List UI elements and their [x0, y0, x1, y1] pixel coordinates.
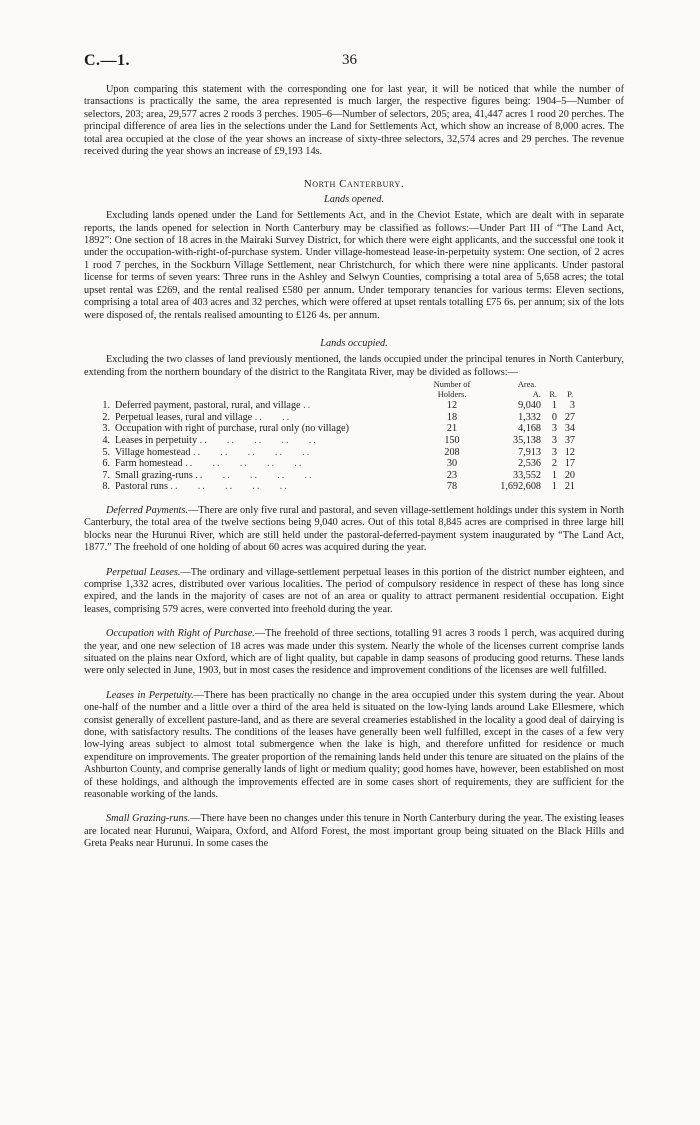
- tenure-label-text: Farm homestead: [115, 458, 183, 470]
- holders-count: 12: [446, 400, 458, 412]
- leader-dots: ..: [303, 400, 313, 412]
- leader-dots: .. .. .. .. ..: [195, 469, 314, 481]
- paragraph-text: —The ordinary and village-settlement perpetual leases in this portion of the district number eighteen, and comprise 1,332 acres, distributed over various localities. The period of compulsory residence in respect of these has long since expired, and the lands in the majority of cases are not of an area or quality to attract permanent residential occupation. Eight leases, comprising 579 acres, were converted into freehold during the year.: [84, 566, 624, 615]
- page-number: 36: [342, 52, 357, 68]
- tenure-label-text: Occupation with right of purchase, rural only (no village): [115, 423, 349, 435]
- table-row: [84, 423, 575, 435]
- lands-occupied-heading: Lands occupied.: [320, 337, 388, 349]
- area-perches: 21: [564, 481, 575, 493]
- document-reference: C.—1.: [84, 52, 131, 69]
- table-row: [84, 481, 575, 493]
- paragraph-title: Leases in Perpetuity.: [106, 689, 194, 701]
- table-row: [84, 435, 575, 447]
- tenure-paragraph: [84, 813, 624, 850]
- leader-dots: .. .. .. .. ..: [193, 446, 312, 458]
- tenure-label-text: Deferred payment, pastoral, rural, and village: [115, 400, 301, 412]
- row-number: 5.: [102, 446, 110, 458]
- area-header-title: Area.: [517, 380, 537, 390]
- paragraph-text: —There have been no changes under this tenure in North Canterbury during the year. The existing leases are located near Hurunui, Waipara, Oxford, and Alford Forest, the most important group being situated on the Black Hills and Greta Peaks near Hurunui. In some cases the: [84, 813, 624, 850]
- area-roods: 0: [551, 411, 557, 423]
- area-perches: 12: [564, 446, 575, 458]
- paragraph-text: —There has been practically no change in the area occupied under this system during the year. About one-half of the number and a little over a third of the area held is situated on the low-lying lands around Lake Ellesmere, which consist generally of excellent pasture-land, and as there are several creameries established in the locality a good deal of dairying is done, with satisfactory results. The conditions of the leases have generally been well fulfilled, except in the cases of a few very low-lying areas subject to almost total submergence when the lake is high, and therefore unfitted for residence or much expenditure on improvements. The greater proportion of the remaining lands held under this tenure are situated on the plains of the Ashburton County, and comprise generally lands of light or medium quality; good homes have, however, been established on most of these holdings, and although the improvements effected are in some cases short of requirements, they are sufficient for the reasonable working of the lands.: [84, 689, 624, 800]
- tenure-label: [115, 458, 425, 470]
- area-roods: 3: [551, 434, 557, 446]
- area-acres: 35,138: [512, 434, 541, 446]
- area-perches: 34: [564, 423, 575, 435]
- tenure-label: [115, 412, 425, 424]
- lands-occupied-paragraph: Excluding the two classes of land previously mentioned, the lands occupied under the principal tenures in North Canterbury, extending from the northern boundary of the district to the Rangitata River, may be divided as follows:—: [84, 354, 624, 378]
- area-acres: 1,692,608: [500, 481, 541, 493]
- area-perches: 20: [564, 469, 575, 481]
- table-row: [84, 447, 575, 459]
- row-number: 2.: [102, 411, 110, 423]
- holders-count: 30: [446, 458, 458, 470]
- tenure-label: [115, 435, 425, 447]
- holders-count: 150: [444, 434, 460, 446]
- row-number: 4.: [102, 434, 110, 446]
- table-row: [84, 412, 575, 424]
- area-perches: 17: [564, 458, 575, 470]
- area-acres: 9,040: [518, 400, 541, 412]
- area-acres: 2,536: [518, 458, 541, 470]
- table-row: [84, 400, 575, 412]
- roods-header: R.: [549, 390, 557, 400]
- perches-header: P.: [567, 390, 574, 400]
- area-roods: 2: [551, 458, 557, 470]
- lands-opened-paragraph: Excluding lands opened under the Land for Settlements Act, and in the Cheviot Estate, which are dealt with in separate reports, the lands opened for selection in North Canterbury may be classified as follows:—Under Part III of “The Land Act, 1892”: One section of 18 acres in the Mairaki Survey District, for which there were eight applicants, and the successful one took it under the occupation-with-right-of-purchase system. Under village-homestead lease-in-perpetuity system: One section, of 2 acres 1 rood 7 perches, in the Sockburn Village Settlement, near Christchurch, for which there were nine applicants. Under pastoral license for terms of seven years: Three runs in the Ashley and Selwyn Counties, comprising a total area of 5,658 acres; the total upset rental was £269, and the rental realised £580 per annum. Under temporary tenancies for various terms: Eleven sections, comprising a total area of 403 acres and 32 perches, which were offered at upset rentals totalling £75 6s. per annum; six of the lots were disposed of, the rentals realised amounting to £126 4s. per annum.: [84, 210, 624, 321]
- tenure-label: [115, 447, 425, 459]
- area-roods: 1: [551, 400, 557, 412]
- paragraph-title: Deferred Payments.: [106, 504, 188, 516]
- area-roods: 3: [551, 446, 557, 458]
- holders-count: 18: [446, 411, 458, 423]
- tenure-paragraph: [84, 628, 624, 678]
- row-number: 1.: [102, 400, 110, 412]
- page-body: [84, 84, 624, 851]
- tenure-label-text: Small grazing-runs: [115, 469, 193, 481]
- area-roods: 3: [551, 423, 557, 435]
- tenure-label: [115, 470, 425, 482]
- area-perches: 3: [569, 400, 575, 412]
- paragraph-title: Perpetual Leases.: [106, 566, 181, 578]
- row-number: 7.: [102, 469, 110, 481]
- area-perches: 27: [564, 411, 575, 423]
- table-header-row: [84, 380, 575, 400]
- leader-dots: .. .. .. .. ..: [185, 458, 304, 470]
- tenure-label: [115, 400, 425, 412]
- holders-header-line2: Holders.: [437, 390, 467, 400]
- paragraph-title: Occupation with Right of Purchase.: [106, 628, 255, 640]
- area-acres: 33,552: [512, 469, 541, 481]
- holders-count: 21: [446, 423, 458, 435]
- holders-count: 23: [446, 469, 458, 481]
- leader-dots: .. ..: [254, 411, 292, 423]
- tenures-table: [84, 380, 575, 493]
- area-acres: 4,168: [518, 423, 541, 435]
- row-number: 8.: [102, 481, 110, 493]
- row-number: 6.: [102, 458, 110, 470]
- area-acres: 1,332: [518, 411, 541, 423]
- leader-dots: .. .. .. .. ..: [170, 481, 289, 493]
- tenure-label: [115, 423, 425, 435]
- paragraph-title: Small Grazing-runs.: [106, 813, 191, 825]
- holders-header: [425, 380, 479, 400]
- row-number: 3.: [102, 423, 110, 435]
- tenure-label-text: Perpetual leases, rural and village: [115, 411, 253, 423]
- holders-count: 78: [446, 481, 458, 493]
- tenure-label: [115, 481, 425, 493]
- lands-opened-heading: Lands opened.: [323, 193, 385, 205]
- tenure-label-text: Village homestead: [115, 446, 191, 458]
- paragraph-text: —The freehold of three sections, totalling 91 acres 3 roods 1 perch, was acquired during the year, and one new selection of 18 acres was made under this system. Nearly the whole of the licenses current comprise lands situated on the plains near Oxford, which are of light quality, but capable in damp seasons of producing good returns. These lands were only selected in June, 1903, but in most cases the residence and improvement conditions of the licenses are well fulfilled.: [84, 628, 625, 677]
- holders-header-line1: Number of: [433, 380, 471, 390]
- tenure-label-text: Pastoral runs: [115, 481, 168, 493]
- tenure-paragraph: [84, 567, 624, 617]
- holders-count: 208: [444, 446, 460, 458]
- leader-dots: .. .. .. .. ..: [199, 434, 318, 446]
- table-row: [84, 470, 575, 482]
- area-acres: 7,913: [518, 446, 541, 458]
- area-perches: 37: [564, 434, 575, 446]
- paragraph-text: —There are only five rural and pastoral, and seven village-settlement holdings under this system in North Canterbury, the total area of the twelve sections being 9,040 acres. Out of this total 8,845 acres are comprised in three large hill blocks near the Hurunui River, which are still held under the pastoral-deferred-payment system inaugurated by “The Land Act, 1877.” The freehold of one holding of about 60 acres was acquired during the year.: [84, 504, 624, 554]
- tenure-paragraph: [84, 505, 624, 555]
- tenure-label-text: Leases in perpetuity: [115, 434, 198, 446]
- area-header: [479, 380, 575, 400]
- area-roods: 1: [551, 469, 557, 481]
- area-roods: 1: [551, 481, 557, 493]
- tenure-paragraph: [84, 690, 624, 802]
- section-heading: North Canterbury.: [303, 178, 405, 191]
- intro-paragraph: Upon comparing this statement with the corresponding one for last year, it will be noticed that while the number of transactions is practically the same, the area represented is much larger, the respective figures being: 1904–5—Number of selectors, 203; area, 29,577 acres 2 roods 3 perches. 1905–6—Number of selectors, 205; area, 41,447 acres 1 rood 20 perches. The principal difference of area lies in the selections under the Land for Settlements Act, which show an increase of 8,000 acres. The total area occupied at the close of the year shows an increase of sixty-three selectors, 32,574 acres and 29 perches. The revenue received during the year shows an increase of £9,193 14s.: [84, 84, 624, 158]
- table-row: [84, 458, 575, 470]
- acres-header: A.: [532, 390, 541, 400]
